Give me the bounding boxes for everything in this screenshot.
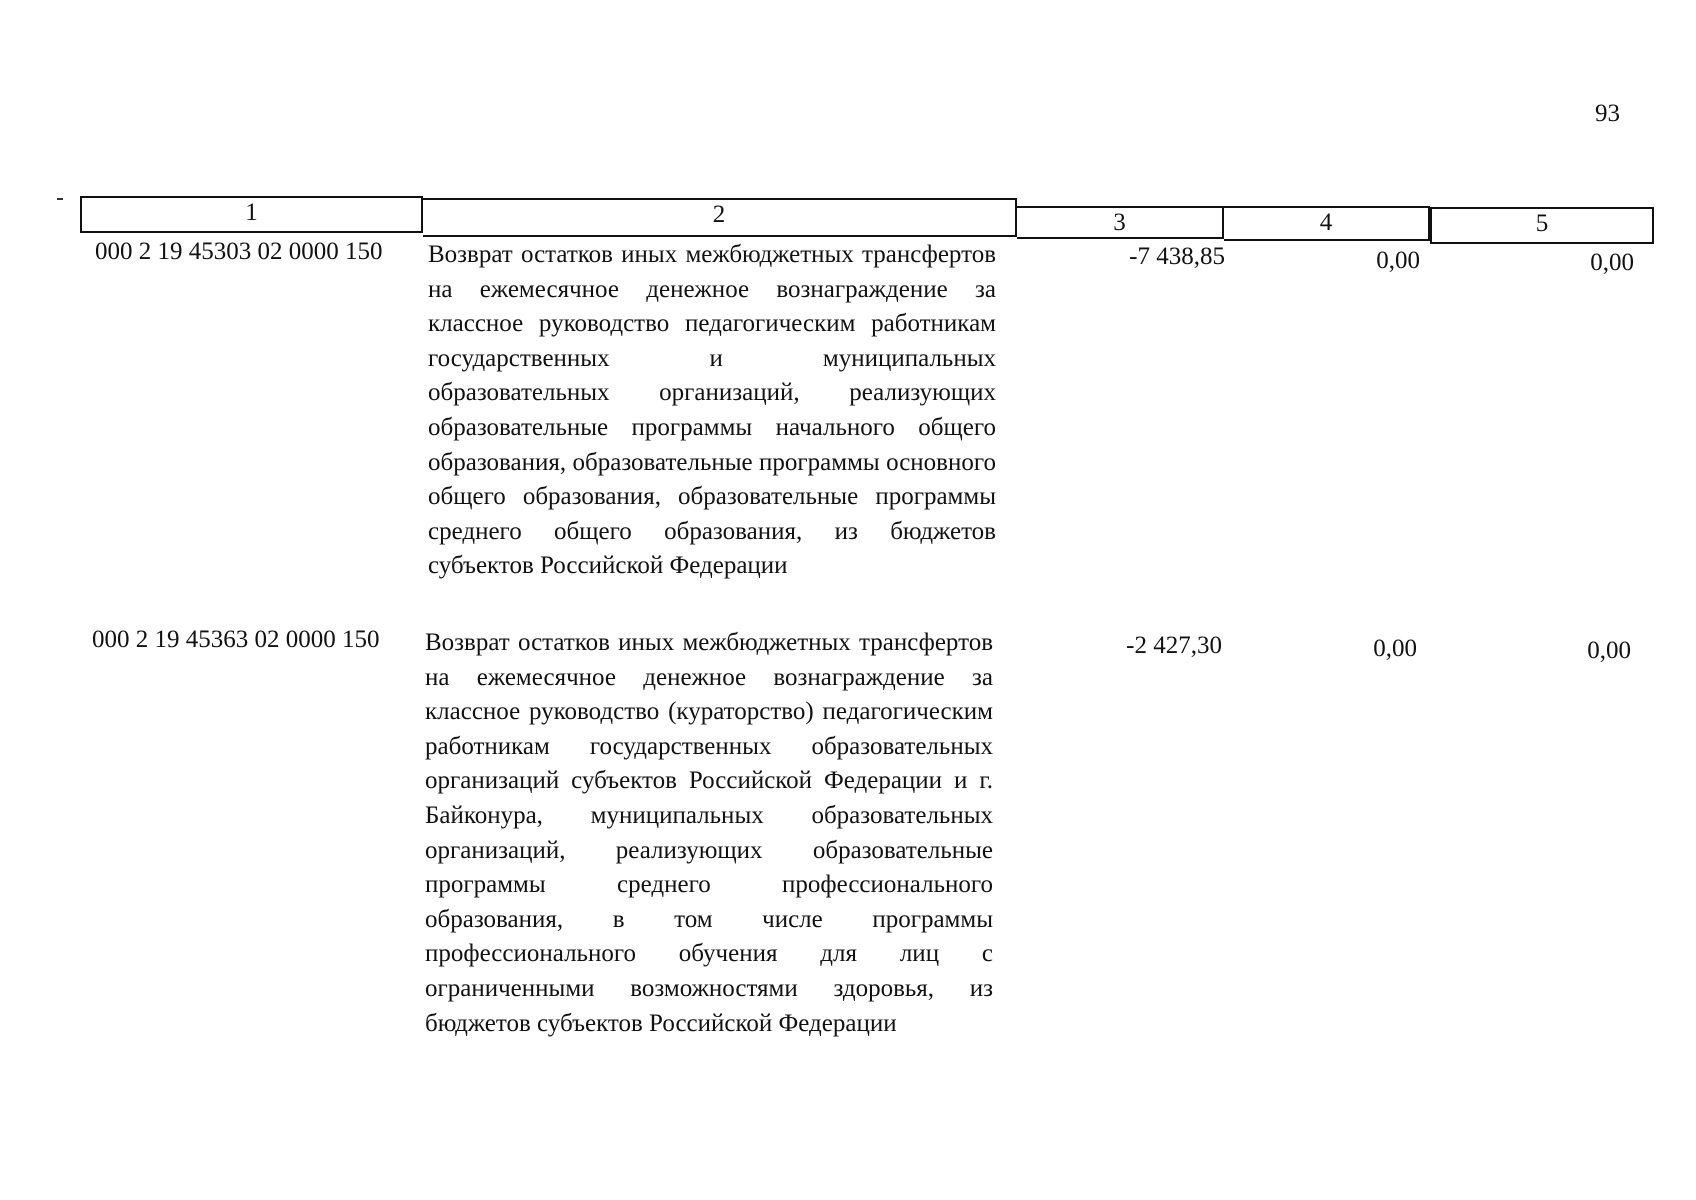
header-cell-3: 3 [1017, 206, 1224, 239]
row-value-col4: 0,00 [1373, 635, 1417, 662]
page-number: 93 [1595, 100, 1620, 127]
header-cell-4: 4 [1224, 206, 1430, 241]
row-value-col3: -7 438,85 [1129, 243, 1225, 270]
row-code: 000 2 19 45363 02 0000 150 [92, 626, 380, 653]
row-value-col5: 0,00 [1587, 637, 1631, 664]
row-description: Возврат остатков иных межбюджетных трансфертов на ежемесячное денежное вознаграждение за классное руководство (кураторство) педагогическим работникам государственных образовательных организаций субъектов Российской Федерации и г. Байконура, муниципальных образовательных организаций, реализующих образовательные программы среднего профессионального образования, в том числе программы профессионального обучения для лиц с ограниченными возможностями здоровья, из бюджетов субъектов Российской Федерации [425, 629, 993, 1037]
scan-mark [57, 198, 63, 200]
row-value-col4: 0,00 [1376, 247, 1420, 274]
header-cell-2: 2 [423, 198, 1017, 237]
header-cell-5: 5 [1430, 207, 1654, 244]
row-description: Возврат остатков иных межбюджетных трансфертов на ежемесячное денежное вознаграждение за классное руководство педагогическим работникам государственных и муниципальных образовательных организаций, реализующих образовательные программы начального общего образования, образовательные программы основного общего образования, образовательные программы среднего общего образования, из бюджетов субъектов Российской Федерации [428, 241, 996, 580]
row-value-col5: 0,00 [1590, 249, 1634, 276]
header-cell-1: 1 [80, 196, 423, 233]
row-code: 000 2 19 45303 02 0000 150 [95, 238, 383, 265]
row-value-col3: -2 427,30 [1126, 632, 1222, 659]
